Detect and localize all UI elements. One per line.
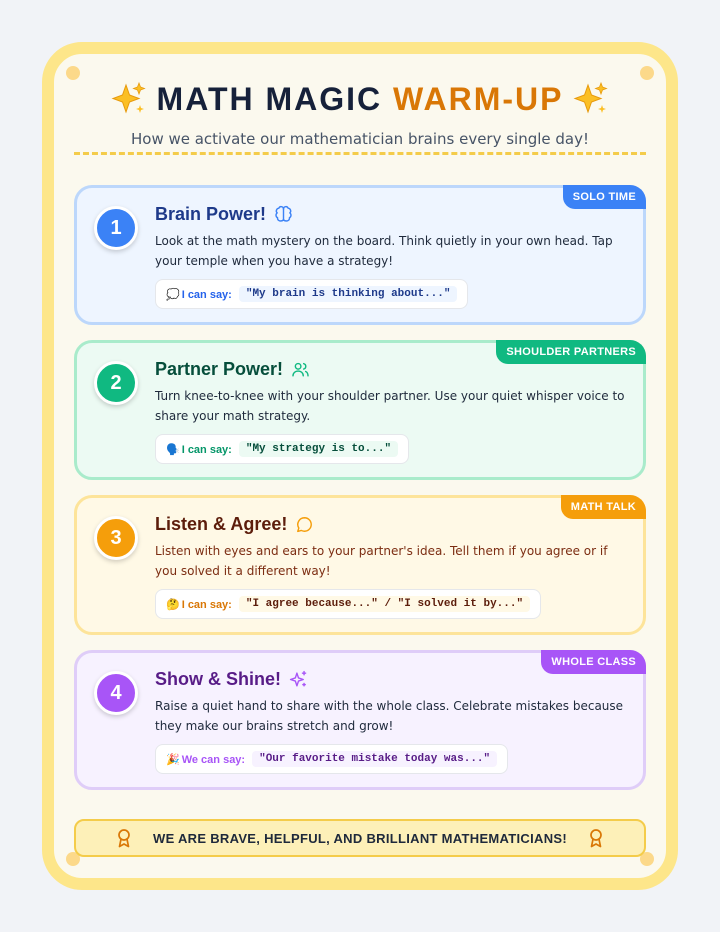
sentence-starter [155, 279, 468, 309]
title-accent: WARM-UP [393, 80, 564, 117]
title-row [54, 76, 666, 122]
step-description: Look at the math mystery on the board. Think quietly in your own head. Tap your temple when you have a strategy! [155, 234, 613, 268]
step-title: Partner Power! [155, 359, 284, 379]
footer-text: WE ARE BRAVE, HELPFUL, AND BRILLIANT MATHEMATICIANS! [153, 830, 567, 846]
sparkle-icon [111, 81, 147, 117]
step-description: Raise a quiet hand to share with the whole class. Celebrate mistakes because they make our brains stretch and grow! [155, 699, 624, 733]
sentence-starter-label [166, 288, 232, 301]
say-label-text: We can say: [181, 753, 246, 766]
sentence-starter-quote: "Our favorite mistake today was..." [252, 751, 497, 767]
sentence-starter [155, 434, 409, 464]
step-heading [155, 669, 308, 690]
party-popper-icon: 🎉 [166, 753, 180, 766]
step-heading [155, 204, 293, 225]
step-title: Listen & Agree! [155, 514, 288, 534]
sentence-starter-quote: "My brain is thinking about..." [239, 286, 458, 302]
footer-banner [74, 819, 646, 857]
speech-bubble-icon [295, 515, 314, 534]
step-heading [155, 514, 314, 535]
brain-icon [274, 205, 293, 224]
step-tag: SOLO TIME [563, 185, 646, 209]
sentence-starter-label [166, 443, 232, 456]
sentence-starter [155, 589, 541, 619]
step-card-listen-agree [74, 495, 646, 635]
sentence-starter [155, 744, 508, 774]
say-label-text: I can say: [181, 598, 232, 611]
step-number: 2 [94, 361, 138, 405]
sentence-starter-label [166, 598, 232, 611]
step-tag: WHOLE CLASS [541, 650, 646, 674]
sentence-starter-quote: "I agree because..." / "I solved it by..." [239, 596, 530, 612]
speaking-head-icon: 🗣️ [166, 443, 180, 456]
step-tag: SHOULDER PARTNERS [496, 340, 646, 364]
step-card-brain-power [74, 185, 646, 325]
step-description: Listen with eyes and ears to your partner's idea. Tell them if you agree or if you solved it a different way! [155, 544, 608, 578]
step-title: Show & Shine! [155, 669, 281, 689]
sparkles-icon [289, 670, 308, 689]
poster-header [54, 76, 666, 148]
medal-icon [115, 828, 133, 848]
step-card-show-shine [74, 650, 646, 790]
warmup-poster [42, 42, 678, 890]
step-description: Turn knee-to-knee with your shoulder partner. Use your quiet whisper voice to share your math strategy. [155, 389, 625, 423]
users-icon [291, 360, 310, 379]
say-label-text: I can say: [181, 288, 232, 301]
step-number: 1 [94, 206, 138, 250]
sparkle-icon [573, 81, 609, 117]
page-title [157, 81, 564, 118]
say-label-text: I can say: [181, 443, 232, 456]
title-main: MATH MAGIC [156, 80, 383, 117]
thought-bubble-icon: 💭 [166, 288, 180, 301]
step-card-partner-power [74, 340, 646, 480]
dashed-divider [74, 152, 646, 155]
sentence-starter-label [166, 753, 245, 766]
step-number: 4 [94, 671, 138, 715]
thinking-face-icon: 🤔 [166, 598, 180, 611]
page-subtitle: How we activate our mathematician brains every single day! [130, 130, 590, 148]
sentence-starter-quote: "My strategy is to..." [239, 441, 398, 457]
step-title: Brain Power! [155, 204, 267, 224]
step-tag: MATH TALK [561, 495, 646, 519]
step-heading [155, 359, 310, 380]
step-number: 3 [94, 516, 138, 560]
medal-icon [587, 828, 605, 848]
